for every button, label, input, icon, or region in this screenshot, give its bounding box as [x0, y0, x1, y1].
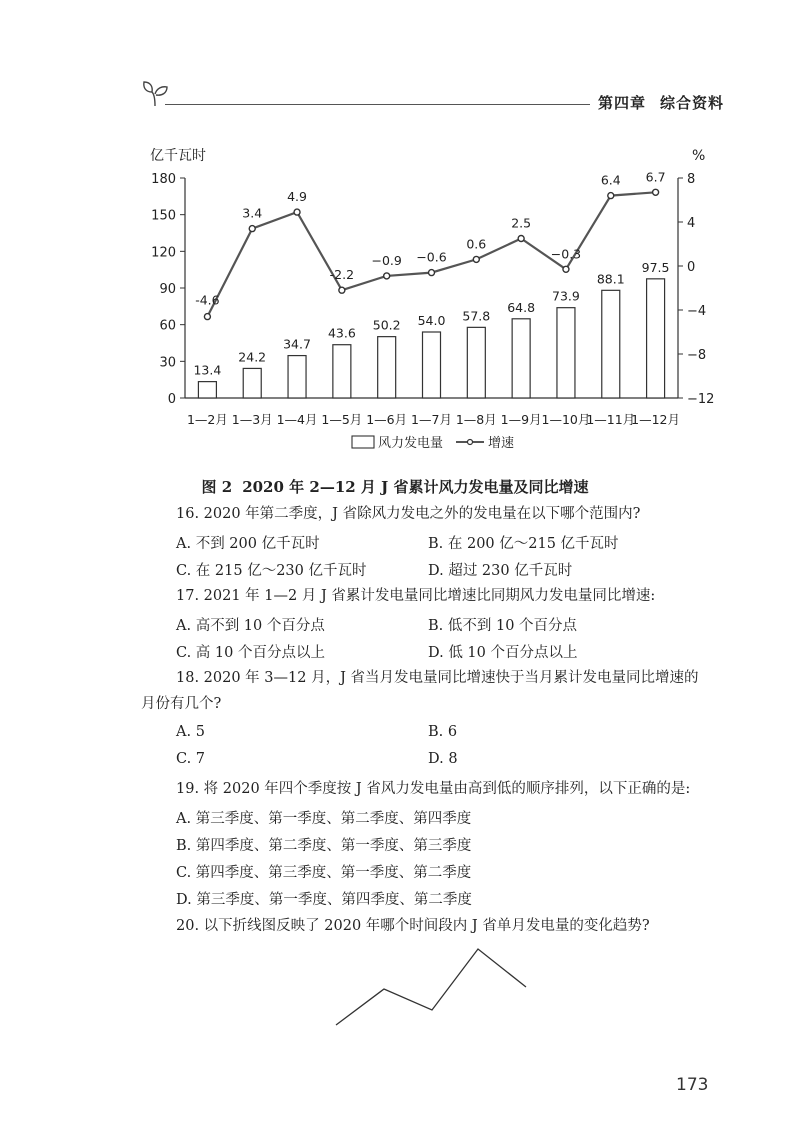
question-18-stem: 18. 2020 年 3—12 月，J 省当月发电量同比增速快于当月累计发电量同比增速的	[176, 670, 699, 686]
bar-value-label: 43.6	[327, 325, 356, 341]
left-tick-label: 30	[159, 355, 176, 371]
question-19-option-d: D. 第三季度、第一季度、第四季度、第二季度	[176, 892, 472, 908]
question-18-option-a: A. 5	[176, 724, 205, 740]
x-tick-label: 1—8月	[455, 412, 497, 427]
left-tick-label: 90	[159, 282, 176, 297]
right-tick-label: 0	[687, 260, 696, 275]
growth-value-label: −0.6	[416, 249, 447, 265]
left-tick-label: 180	[151, 172, 176, 187]
page-number: 173	[676, 1075, 709, 1095]
question-18-option-d: D. 8	[428, 751, 458, 767]
growth-value-label: -4.6	[195, 292, 220, 308]
question-20-stem: 20. 以下折线图反映了 2020 年哪个时间段内 J 省单月发电量的变化趋势?	[176, 918, 650, 934]
question-16-option-b: B. 在 200 亿～215 亿千瓦时	[428, 536, 619, 552]
right-tick-label: −12	[687, 392, 715, 407]
growth-value-label: 3.4	[242, 205, 263, 221]
bar-value-label: 64.8	[507, 299, 536, 315]
right-tick-label: 4	[687, 216, 696, 231]
question-19-option-b: B. 第四季度、第二季度、第一季度、第三季度	[176, 838, 472, 854]
section-label: 综合资料	[659, 94, 724, 112]
x-tick-label: 1—2月	[186, 412, 228, 427]
bar-value-label: 34.7	[283, 336, 311, 352]
right-tick-label: −8	[687, 348, 707, 363]
bar-value-label: 73.9	[552, 288, 580, 304]
bar-value-label: 13.4	[193, 362, 222, 378]
x-tick-label: 1—12月	[631, 412, 681, 427]
question-18-option-c: C. 7	[176, 751, 206, 767]
x-tick-label: 1—3月	[231, 412, 273, 427]
growth-value-label: 0.6	[466, 236, 487, 252]
x-tick-label: 1—5月	[321, 412, 363, 427]
question-18-stem-continued: 月份有几个?	[141, 696, 222, 712]
question-19-stem: 19. 将 2020 年四个季度按 J 省风力发电量由高到低的顺序排列，以下正确的是:	[176, 781, 691, 797]
growth-value-label: -2.2	[329, 267, 355, 283]
left-axis-label: 亿千瓦时	[150, 148, 206, 164]
x-tick-label: 1—9月	[500, 412, 542, 427]
left-tick-label: 60	[159, 318, 176, 334]
growth-value-label: −0.3	[550, 246, 582, 262]
right-axis-label: %	[692, 148, 706, 164]
question-16-stem: 16. 2020 年第二季度，J 省除风力发电之外的发电量在以下哪个范围内?	[176, 506, 641, 522]
growth-value-label: 4.9	[287, 189, 307, 205]
question-19-option-c: C. 第四季度、第三季度、第一季度、第二季度	[176, 865, 472, 881]
figure-title: 2020 年 2—12 月 J 省累计风力发电量及同比增速	[242, 478, 589, 496]
growth-value-label: −0.9	[371, 252, 402, 268]
question-19-option-a: A. 第三季度、第一季度、第二季度、第四季度	[176, 811, 472, 827]
question-17-option-a: A. 高不到 10 个百分点	[176, 618, 325, 634]
growth-value-label: 2.5	[511, 215, 532, 231]
x-tick-label: 1—11月	[586, 412, 636, 427]
question-17-option-b: B. 低不到 10 个百分点	[428, 618, 578, 634]
bar-value-label: 88.1	[596, 271, 625, 287]
chapter-label: 第四章	[597, 94, 646, 112]
right-tick-label: −4	[687, 304, 707, 319]
right-tick-label: 8	[687, 172, 696, 187]
x-tick-label: 1—6月	[366, 412, 408, 427]
left-tick-label: 150	[151, 208, 176, 224]
question-16-option-c: C. 在 215 亿～230 亿千瓦时	[176, 563, 367, 579]
question-17-stem: 17. 2021 年 1—2 月 J 省累计发电量同比增速比同期风力发电量同比增速:	[176, 588, 656, 604]
figure-number: 图 2	[201, 478, 233, 496]
x-tick-label: 1—4月	[276, 412, 318, 427]
x-tick-label: 1—10月	[541, 412, 591, 427]
legend-bar-label: 风力发电量	[378, 436, 444, 451]
bar-value-label: 54.0	[417, 313, 446, 328]
growth-value-label: 6.7	[645, 169, 666, 185]
question-17-option-c: C. 高 10 个百分点以上	[176, 645, 325, 661]
bar-value-label: 97.5	[641, 259, 670, 275]
left-tick-label: 120	[151, 245, 176, 261]
bar-value-label: 24.2	[238, 349, 267, 365]
x-tick-label: 1—7月	[411, 412, 452, 427]
question-16-option-a: A. 不到 200 亿千瓦时	[176, 536, 320, 552]
bar-value-label: 50.2	[372, 317, 401, 333]
legend-line-label: 增速	[488, 436, 515, 451]
left-tick-label: 0	[167, 392, 176, 407]
bar-value-label: 57.8	[462, 308, 491, 324]
question-18-option-b: B. 6	[428, 724, 458, 740]
question-17-option-d: D. 低 10 个百分点以上	[428, 645, 578, 661]
growth-value-label: 6.4	[600, 172, 621, 188]
question-16-option-d: D. 超过 230 亿千瓦时	[428, 563, 573, 579]
